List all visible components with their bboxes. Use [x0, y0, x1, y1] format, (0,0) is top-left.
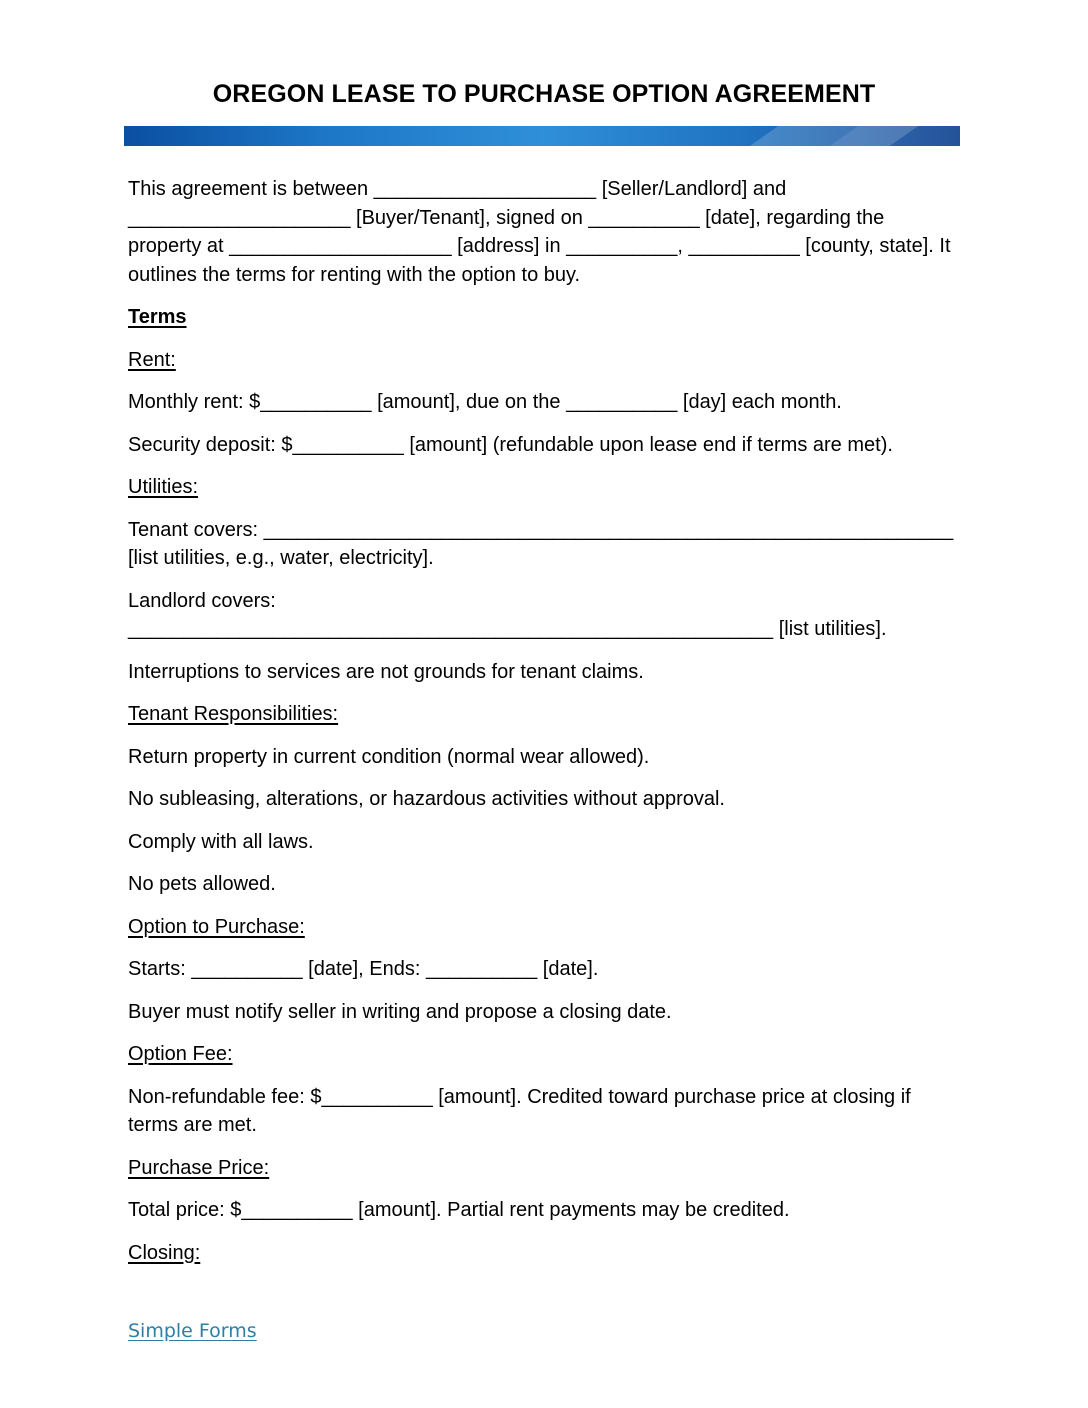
monthly-rent-line: Monthly rent: $__________ [amount], due on the __________ [day] each month. [128, 391, 842, 413]
landlord-covers-blank: __________________________________________________________ [list utilities]. [128, 618, 887, 640]
terms-heading: Terms [128, 306, 187, 328]
responsibility-item: Return property in current condition (normal wear allowed). [128, 745, 650, 768]
purchase-price-line: Total price: $__________ [amount]. Partial rent payments may be credited. [128, 1199, 790, 1221]
responsibility-item: Comply with all laws. [128, 830, 314, 853]
tenant-covers-blank: ______________________________________________________________ [263, 518, 954, 541]
landlord-covers-line [128, 587, 958, 644]
landlord-covers-label: Landlord covers: [128, 589, 276, 612]
option-fee-heading: Option Fee: [128, 1043, 233, 1065]
tenant-covers-hint: [list utilities, e.g., water, electricity]. [128, 547, 434, 569]
simple-forms-link[interactable]: Simple Forms [128, 1320, 257, 1342]
tenant-covers-label: Tenant covers: [128, 518, 259, 541]
closing-heading: Closing: [128, 1241, 201, 1264]
option-fee-line: Non-refundable fee: $__________ [amount]. Credited toward purchase price at closing if terms are met. [128, 1085, 911, 1136]
responsibility-item: No subleasing, alterations, or hazardous activities without approval. [128, 788, 725, 810]
purchase-price-heading: Purchase Price: [128, 1156, 270, 1179]
header-banner [124, 126, 960, 146]
security-deposit-line: Security deposit: $__________ [amount] (refundable upon lease end if terms are met). [128, 433, 893, 456]
tenant-responsibilities-heading: Tenant Responsibilities: [128, 703, 339, 725]
option-to-purchase-heading: Option to Purchase: [128, 915, 305, 938]
option-dates-line: Starts: __________ [date], Ends: __________ [date]. [128, 958, 599, 980]
rent-heading: Rent: [128, 348, 176, 371]
utilities-heading: Utilities: [128, 476, 199, 498]
tenant-covers-line [128, 516, 958, 573]
option-notify-line: Buyer must notify seller in writing and propose a closing date. [128, 1000, 672, 1023]
agreement-body [128, 175, 958, 1281]
document-title: OREGON LEASE TO PURCHASE OPTION AGREEMENT [212, 80, 876, 108]
intro-paragraph: This agreement is between ____________________ [Seller/Landlord] and ____________________ [Buyer/Tenant], signed on __________ [date], regarding the property at ____________________ [address] in __________, __________ [county, state]. It outlines the terms for renting with the option to buy. [128, 178, 951, 286]
interruptions-line: Interruptions to services are not grounds for tenant claims. [128, 660, 644, 683]
responsibility-item: No pets allowed. [128, 873, 276, 895]
